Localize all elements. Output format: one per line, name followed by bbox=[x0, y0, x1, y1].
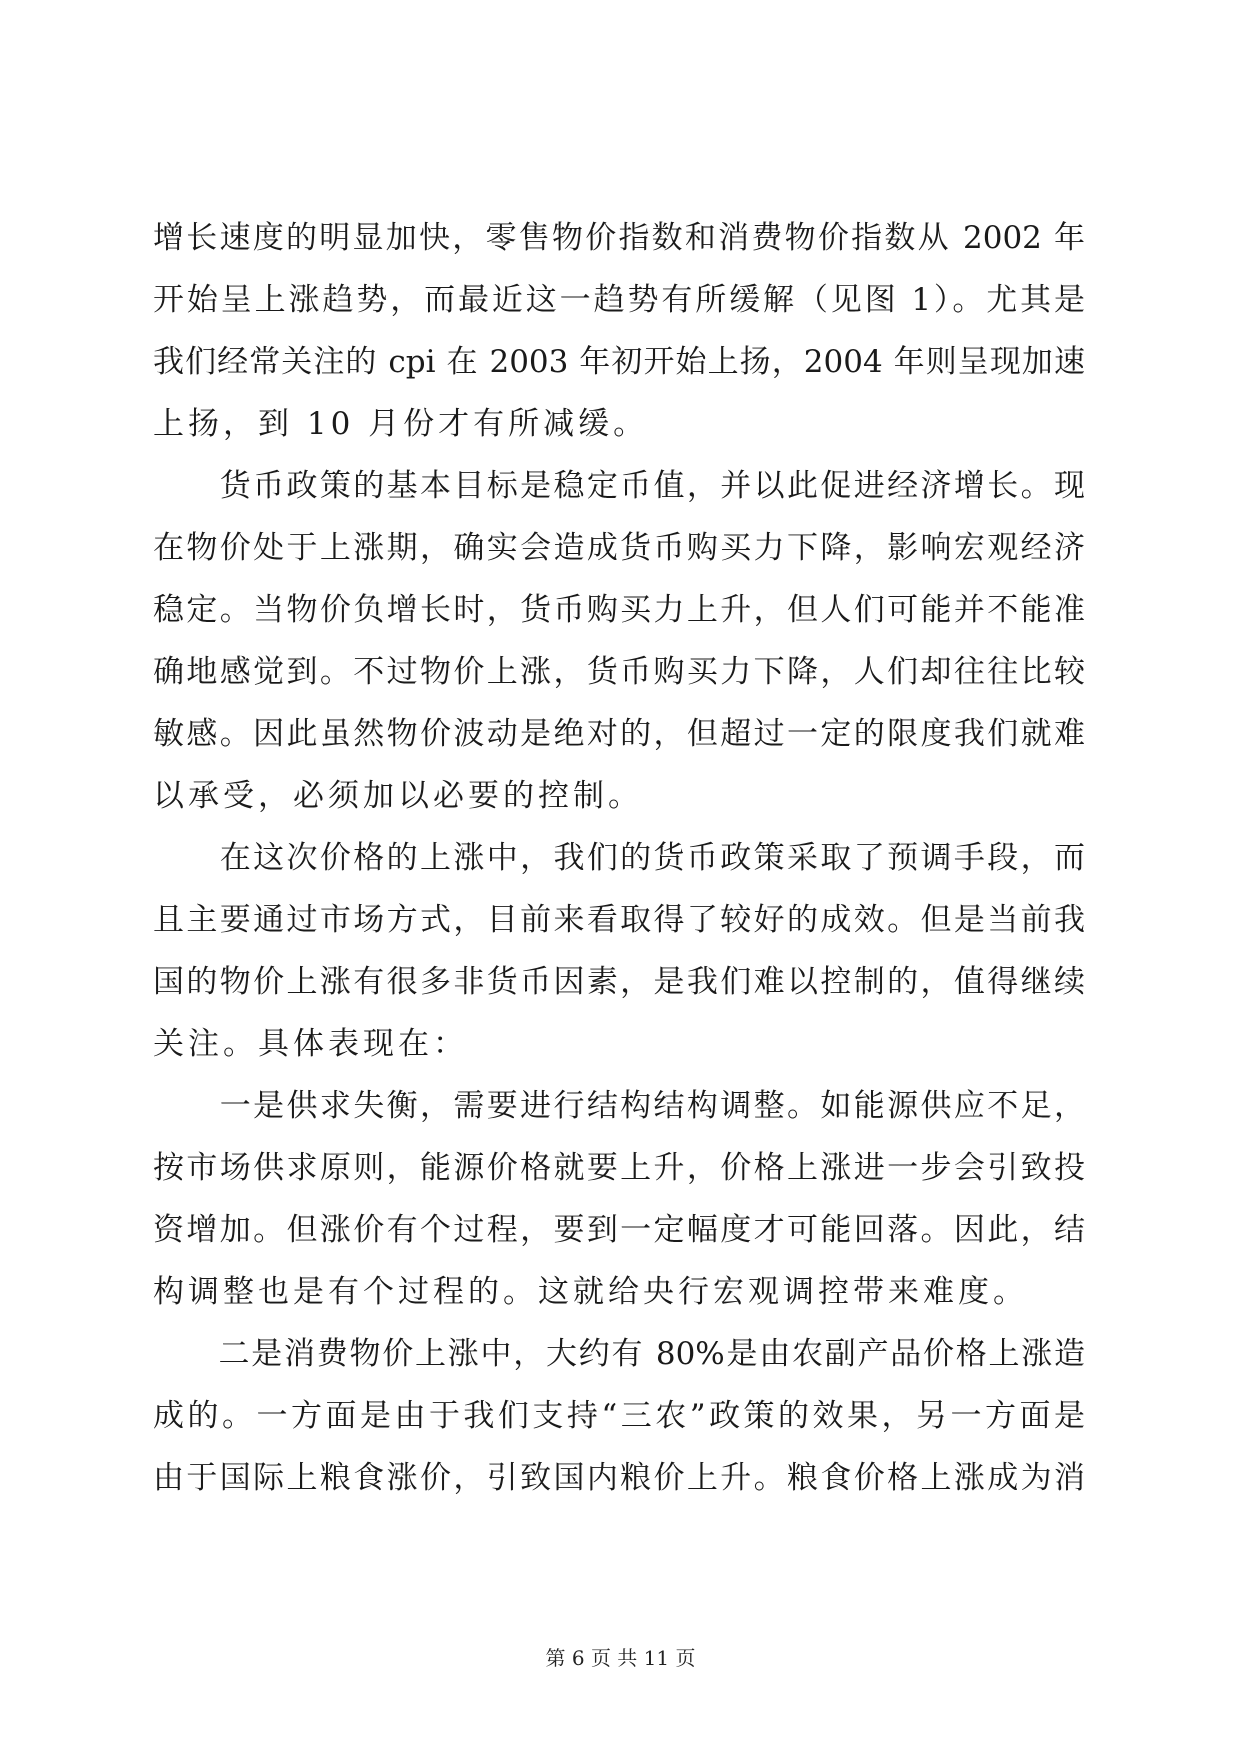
text-line: 以承受，必须加以必要的控制。 bbox=[153, 778, 643, 814]
text-line: 关注。具体表现在： bbox=[153, 1026, 468, 1062]
page-number-footer: 第 6 页 共 11 页 bbox=[545, 1646, 696, 1670]
text-line: 敏感。因此虽然物价波动是绝对的，但超过一定的限度我们就难 bbox=[153, 716, 1085, 752]
text-line: 国的物价上涨有很多非货币因素，是我们难以控制的，值得继续 bbox=[153, 964, 1085, 1000]
text-line: 增长速度的明显加快，零售物价指数和消费物价指数从 2002 年 bbox=[153, 220, 1085, 256]
document-body bbox=[153, 207, 1085, 1509]
text-line: 由于国际上粮食涨价，引致国内粮价上升。粮食价格上涨成为消 bbox=[153, 1460, 1085, 1496]
text-line: 上扬，到 10 月份才有所减缓。 bbox=[153, 406, 649, 442]
text-line: 稳定。当物价负增长时，货币购买力上升，但人们可能并不能准 bbox=[153, 592, 1085, 628]
text-line: 我们经常关注的 cpi 在 2003 年初开始上扬，2004 年则呈现加速 bbox=[153, 344, 1085, 380]
text-line: 按市场供求原则，能源价格就要上升，价格上涨进一步会引致投 bbox=[153, 1150, 1085, 1186]
text-line: 货币政策的基本目标是稳定币值，并以此促进经济增长。现 bbox=[153, 468, 1085, 504]
paragraph-2 bbox=[153, 455, 1085, 827]
text-line: 二是消费物价上涨中，大约有 80%是由农副产品价格上涨造 bbox=[153, 1336, 1085, 1372]
text-line: 构调整也是有个过程的。这就给央行宏观调控带来难度。 bbox=[153, 1274, 1028, 1310]
text-line: 一是供求失衡，需要进行结构结构调整。如能源供应不足， bbox=[153, 1088, 1085, 1124]
paragraph-3 bbox=[153, 827, 1085, 1075]
text-line: 且主要通过市场方式，目前来看取得了较好的成效。但是当前我 bbox=[153, 902, 1085, 938]
text-line: 成的。一方面是由于我们支持“三农”政策的效果，另一方面是 bbox=[153, 1398, 1085, 1434]
text-line: 资增加。但涨价有个过程，要到一定幅度才可能回落。因此，结 bbox=[153, 1212, 1085, 1248]
text-line: 在这次价格的上涨中，我们的货币政策采取了预调手段，而 bbox=[153, 840, 1085, 876]
paragraph-5 bbox=[153, 1323, 1085, 1509]
text-line: 在物价处于上涨期，确实会造成货币购买力下降，影响宏观经济 bbox=[153, 530, 1085, 566]
paragraph-4 bbox=[153, 1075, 1085, 1323]
text-line: 确地感觉到。不过物价上涨，货币购买力下降，人们却往往比较 bbox=[153, 654, 1085, 690]
text-line: 开始呈上涨趋势，而最近这一趋势有所缓解（见图 1）。尤其是 bbox=[153, 282, 1085, 318]
paragraph-1 bbox=[153, 207, 1085, 455]
